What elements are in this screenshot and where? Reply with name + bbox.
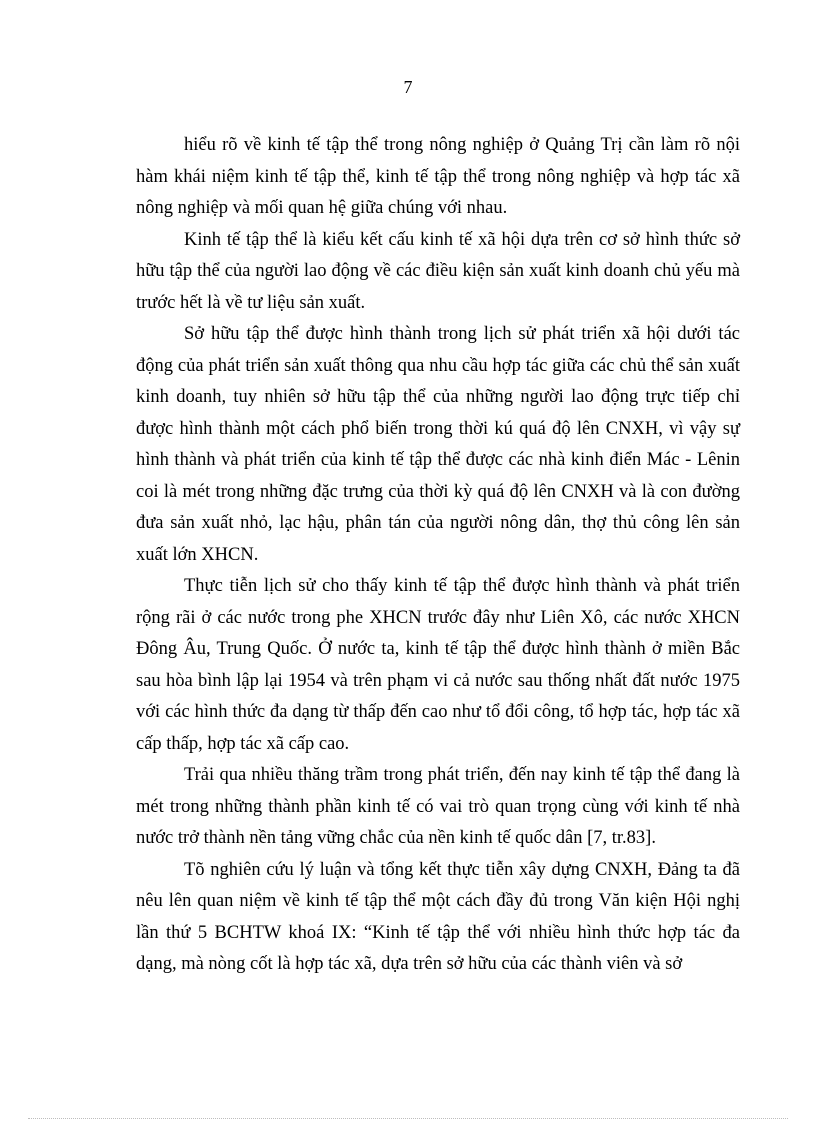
page-number: 7 bbox=[403, 77, 413, 97]
page-bottom-divider bbox=[28, 1118, 788, 1119]
paragraph: Tõ nghiên cứu lý luận và tổng kết thực tiễn xây dựng CNXH, Đảng ta đã nêu lên quan niệm về kinh tế tập thể một cách đầy đủ trong Văn kiện Hội nghị lần thứ 5 BCHTW khoá IX: “Kinh tế tập thể với nhiều hình thức hợp tác đa dạng, mà nòng cốt là hợp tác xã, dựa trên sở hữu của các thành viên và sở bbox=[136, 859, 740, 974]
paragraph: Sở hữu tập thể được hình thành trong lịch sử phát triển xã hội dưới tác động của phát triển sản xuất thông qua nhu cầu hợp tác giữa các chủ thể sản xuất kinh doanh, tuy nhiên sở hữu tập thể của những người lao động trực tiếp chỉ được hình thành một cách phổ biến trong thời kú quá độ lên CNXH, vì vậy sự hình thành và phát triển của kinh tế tập thể được các nhà kinh điển Mác - Lênin coi là mét trong những đặc trưng của thời kỳ quá độ lên CNXH và là con đường đưa sản xuất nhỏ, lạc hậu, phân tán của người nông dân, thợ thủ công lên sản xuất lớn XHCN. bbox=[136, 324, 740, 565]
paragraph: Thực tiễn lịch sử cho thấy kinh tế tập thể được hình thành và phát triển rộng rãi ở các nước trong phe XHCN trước đây như Liên Xô, các nước XHCN Đông Âu, Trung Quốc. Ở nước ta, kinh tế tập thể được hình thành ở miền Bắc sau hòa bình lập lại 1954 và trên phạm vi cả nước sau thống nhất đất nước 1975 với các hình thức đa dạng từ thấp đến cao như tổ đổi công, tổ hợp tác, hợp tác xã cấp thấp, hợp tác xã cấp cao. bbox=[136, 576, 740, 754]
paragraph: Kinh tế tập thể là kiểu kết cấu kinh tế xã hội dựa trên cơ sở hình thức sở hữu tập thể của người lao động về các điều kiện sản xuất kinh doanh chủ yếu mà trước hết là về tư liệu sản xuất. bbox=[136, 229, 740, 313]
paragraph: hiểu rõ về kinh tế tập thể trong nông nghiệp ở Quảng Trị cần làm rõ nội hàm khái niệm kinh tế tập thể, kinh tế tập thể trong nông nghiệp và hợp tác xã nông nghiệp và mối quan hệ giữa chúng với nhau. bbox=[136, 135, 740, 218]
paragraph: Trải qua nhiều thăng trầm trong phát triển, đến nay kinh tế tập thể đang là mét trong những thành phần kinh tế có vai trò quan trọng cùng với kinh tế nhà nước trở thành nền tảng vững chắc của nền kinh tế quốc dân [7, tr.83]. bbox=[136, 765, 740, 848]
body-text bbox=[136, 130, 740, 981]
